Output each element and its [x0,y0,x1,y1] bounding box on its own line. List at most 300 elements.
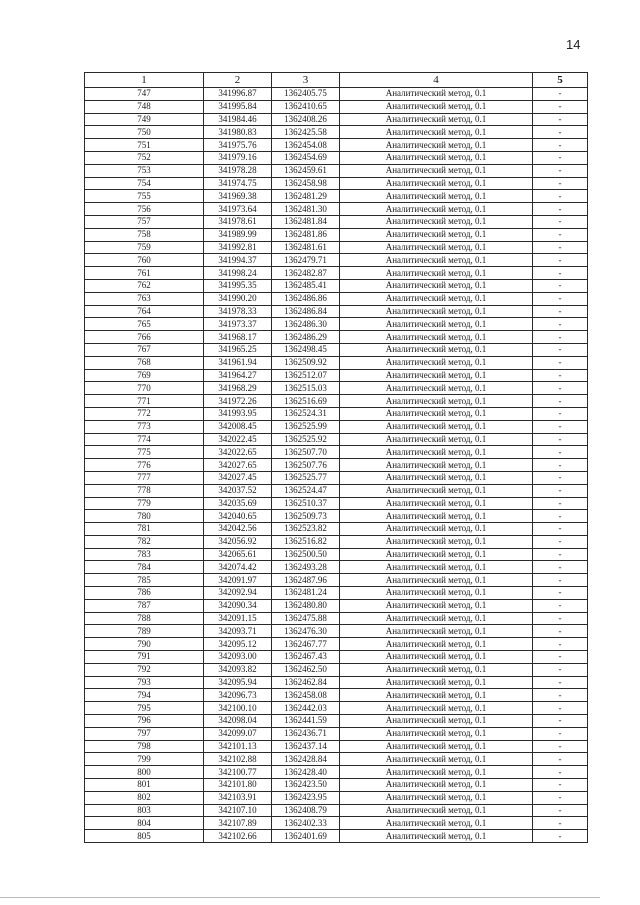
table-cell: 1362454.08 [272,139,340,152]
table-cell: 341995.84 [204,100,272,113]
page-bottom-line [0,897,600,898]
table-row [85,139,588,152]
table-cell: 342099.07 [204,727,272,740]
table-row [85,88,588,101]
table-cell: Аналитический метод, 0.1 [340,446,533,459]
table-cell: - [533,292,588,305]
table-row [85,587,588,600]
table-cell: Аналитический метод, 0.1 [340,663,533,676]
table-cell: Аналитический метод, 0.1 [340,215,533,228]
table-cell: - [533,331,588,344]
table-cell: 342096.73 [204,689,272,702]
table-cell: Аналитический метод, 0.1 [340,612,533,625]
table-row [85,651,588,664]
table-cell: 342101.80 [204,779,272,792]
table-cell: 1362479.71 [272,254,340,267]
table-cell: 791 [85,651,204,664]
table-cell: 780 [85,510,204,523]
table-cell: Аналитический метод, 0.1 [340,651,533,664]
table-row [85,471,588,484]
table-cell: 1362516.82 [272,535,340,548]
table-cell: 768 [85,356,204,369]
table-cell: 1362482.87 [272,267,340,280]
table-cell: - [533,369,588,382]
table-cell: 342040.65 [204,510,272,523]
table-cell: Аналитический метод, 0.1 [340,791,533,804]
table-cell: 790 [85,638,204,651]
table-cell: 1362467.43 [272,651,340,664]
table-cell: 342093.82 [204,663,272,676]
table-cell: 771 [85,395,204,408]
table-cell: 342074.42 [204,561,272,574]
table-cell: 787 [85,599,204,612]
table-cell: 342103.91 [204,791,272,804]
table-cell: 342008.45 [204,420,272,433]
table-cell: - [533,177,588,190]
table-cell: 772 [85,407,204,420]
table-cell: - [533,471,588,484]
table-cell: Аналитический метод, 0.1 [340,599,533,612]
table-cell: - [533,343,588,356]
coordinates-table [84,72,588,843]
table-cell: 342101.13 [204,740,272,753]
table-cell: Аналитический метод, 0.1 [340,574,533,587]
table-cell: 1362486.84 [272,305,340,318]
table-cell: Аналитический метод, 0.1 [340,497,533,510]
table-cell: - [533,420,588,433]
table-row [85,113,588,126]
table-cell: Аналитический метод, 0.1 [340,356,533,369]
table-cell: 1362481.29 [272,190,340,203]
table-cell: 1362486.29 [272,331,340,344]
table-row [85,267,588,280]
table-cell: Аналитический метод, 0.1 [340,676,533,689]
table-cell: 342092.94 [204,587,272,600]
table-cell: Аналитический метод, 0.1 [340,561,533,574]
table-cell: 1362525.77 [272,471,340,484]
table-cell: - [533,535,588,548]
table-cell: 783 [85,548,204,561]
table-row [85,395,588,408]
table-cell: 1362442.03 [272,702,340,715]
table-cell: 804 [85,817,204,830]
table-cell: 801 [85,779,204,792]
table-row [85,702,588,715]
table-cell: 805 [85,830,204,843]
table-cell: - [533,164,588,177]
table-cell: - [533,599,588,612]
table-cell: Аналитический метод, 0.1 [340,203,533,216]
table-cell: 1362458.98 [272,177,340,190]
table-row [85,420,588,433]
table-cell: Аналитический метод, 0.1 [340,228,533,241]
table-cell: 342022.65 [204,446,272,459]
table-cell: 786 [85,587,204,600]
table-cell: 748 [85,100,204,113]
table-cell: 1362475.88 [272,612,340,625]
table-cell: 750 [85,126,204,139]
column-header: 2 [204,73,272,88]
table-cell: 342042.56 [204,523,272,536]
table-cell: Аналитический метод, 0.1 [340,126,533,139]
table-cell: - [533,139,588,152]
table-cell: - [533,766,588,779]
table-cell: 760 [85,254,204,267]
table-cell: 1362507.70 [272,446,340,459]
table-cell: Аналитический метод, 0.1 [340,548,533,561]
table-cell: 1362441.59 [272,715,340,728]
table-cell: 341978.33 [204,305,272,318]
table-cell: 1362516.69 [272,395,340,408]
table-row [85,727,588,740]
table-cell: 1362462.84 [272,676,340,689]
table-cell: 1362512.07 [272,369,340,382]
table-cell: 1362487.96 [272,574,340,587]
table-cell: - [533,446,588,459]
table-row [85,228,588,241]
table-cell: 797 [85,727,204,740]
table-cell: Аналитический метод, 0.1 [340,318,533,331]
table-cell: - [533,612,588,625]
table-cell: 785 [85,574,204,587]
table-cell: - [533,561,588,574]
table-cell: Аналитический метод, 0.1 [340,779,533,792]
table-cell: - [533,676,588,689]
table-cell: Аналитический метод, 0.1 [340,727,533,740]
table-cell: - [533,497,588,510]
table-cell: 1362459.61 [272,164,340,177]
table-cell: - [533,267,588,280]
table-cell: 342091.97 [204,574,272,587]
table-cell: 1362408.26 [272,113,340,126]
table-row [85,382,588,395]
table-row [85,612,588,625]
table-cell: 342095.94 [204,676,272,689]
table-row [85,625,588,638]
table-cell: 765 [85,318,204,331]
table-row [85,510,588,523]
table-cell: 1362523.82 [272,523,340,536]
table-cell: 753 [85,164,204,177]
table-cell: Аналитический метод, 0.1 [340,292,533,305]
table-row [85,203,588,216]
table-cell: Аналитический метод, 0.1 [340,177,533,190]
table-cell: Аналитический метод, 0.1 [340,254,533,267]
table-cell: 747 [85,88,204,101]
table-cell: 751 [85,139,204,152]
page-number: 14 [566,37,581,52]
table-cell: 774 [85,433,204,446]
table-cell: 342065.61 [204,548,272,561]
table-row [85,638,588,651]
table-cell: - [533,126,588,139]
table-cell: Аналитический метод, 0.1 [340,702,533,715]
table-cell: Аналитический метод, 0.1 [340,740,533,753]
table-cell: Аналитический метод, 0.1 [340,279,533,292]
table-cell: - [533,715,588,728]
table-cell: Аналитический метод, 0.1 [340,420,533,433]
table-cell: 342056.92 [204,535,272,548]
table-row [85,356,588,369]
table-cell: Аналитический метод, 0.1 [340,369,533,382]
table-cell: - [533,215,588,228]
table-cell: Аналитический метод, 0.1 [340,830,533,843]
table-cell: 794 [85,689,204,702]
table-row [85,715,588,728]
table-cell: 341994.37 [204,254,272,267]
table-cell: 767 [85,343,204,356]
table-row [85,548,588,561]
table-cell: - [533,241,588,254]
table-cell: 763 [85,292,204,305]
column-header: 4 [340,73,533,88]
table-cell: 1362436.71 [272,727,340,740]
table-cell: - [533,804,588,817]
table-cell: 784 [85,561,204,574]
table-row [85,292,588,305]
table-cell: - [533,279,588,292]
table-cell: 341969.38 [204,190,272,203]
table-row [85,676,588,689]
table-cell: 792 [85,663,204,676]
table-cell: Аналитический метод, 0.1 [340,100,533,113]
table-cell: Аналитический метод, 0.1 [340,88,533,101]
table-cell: 342091.15 [204,612,272,625]
table-cell: - [533,817,588,830]
table-cell: Аналитический метод, 0.1 [340,190,533,203]
table-cell: 796 [85,715,204,728]
table-row [85,574,588,587]
table-cell: 1362425.58 [272,126,340,139]
table-cell: - [533,779,588,792]
table-cell: 342093.00 [204,651,272,664]
table-cell: Аналитический метод, 0.1 [340,535,533,548]
table-row [85,484,588,497]
table-cell: Аналитический метод, 0.1 [340,433,533,446]
table-cell: Аналитический метод, 0.1 [340,766,533,779]
table-cell: 1362500.50 [272,548,340,561]
table-cell: 1362428.40 [272,766,340,779]
table-row [85,241,588,254]
table-cell: 770 [85,382,204,395]
table-cell: 1362515.03 [272,382,340,395]
table-cell: Аналитический метод, 0.1 [340,484,533,497]
table-cell: 342095.12 [204,638,272,651]
table-cell: - [533,459,588,472]
table-cell: - [533,190,588,203]
table-cell: - [533,702,588,715]
table-cell: - [533,305,588,318]
table-cell: 788 [85,612,204,625]
table-cell: 1362481.86 [272,228,340,241]
table-cell: 1362408.79 [272,804,340,817]
table-cell: Аналитический метод, 0.1 [340,331,533,344]
table-cell: - [533,318,588,331]
table-row [85,599,588,612]
table-row [85,804,588,817]
table-cell: 341975.76 [204,139,272,152]
table-row [85,817,588,830]
table-header-row [85,73,588,88]
table-cell: Аналитический метод, 0.1 [340,395,533,408]
table-cell: 1362481.30 [272,203,340,216]
table-cell: 341980.83 [204,126,272,139]
table-cell: - [533,356,588,369]
table-row [85,561,588,574]
table-cell: Аналитический метод, 0.1 [340,689,533,702]
table-cell: 769 [85,369,204,382]
table-cell: 798 [85,740,204,753]
table-cell: - [533,254,588,267]
table-cell: - [533,638,588,651]
table-cell: 1362481.24 [272,587,340,600]
table-row [85,523,588,536]
table-cell: 1362486.30 [272,318,340,331]
table-cell: 1362524.47 [272,484,340,497]
table-cell: Аналитический метод, 0.1 [340,817,533,830]
table-cell: 341961.94 [204,356,272,369]
table-cell: 1362486.86 [272,292,340,305]
table-cell: Аналитический метод, 0.1 [340,459,533,472]
table-cell: 752 [85,151,204,164]
table-cell: 342037.52 [204,484,272,497]
table-cell: 1362467.77 [272,638,340,651]
table-cell: 1362402.33 [272,817,340,830]
table-cell: - [533,830,588,843]
table-cell: 1362481.61 [272,241,340,254]
table-cell: 341998.24 [204,267,272,280]
table-row [85,343,588,356]
table-cell: 1362401.69 [272,830,340,843]
table-cell: 1362525.92 [272,433,340,446]
table-cell: Аналитический метод, 0.1 [340,382,533,395]
table-row [85,459,588,472]
table-cell: 341984.46 [204,113,272,126]
table-cell: 342102.88 [204,753,272,766]
table-cell: - [533,689,588,702]
table-cell: Аналитический метод, 0.1 [340,523,533,536]
table-cell: - [533,433,588,446]
table-cell: - [533,727,588,740]
table-row [85,305,588,318]
table-row [85,190,588,203]
table-row [85,369,588,382]
table-cell: 773 [85,420,204,433]
table-cell: - [533,587,588,600]
table-row [85,151,588,164]
table-cell: 1362428.84 [272,753,340,766]
table-cell: 793 [85,676,204,689]
table-cell: 1362509.73 [272,510,340,523]
table-cell: 1362509.92 [272,356,340,369]
table-cell: - [533,663,588,676]
table-cell: 762 [85,279,204,292]
table-row [85,766,588,779]
table-cell: 342090.34 [204,599,272,612]
table-row [85,407,588,420]
table-cell: 1362480.80 [272,599,340,612]
table-cell: Аналитический метод, 0.1 [340,343,533,356]
table-cell: 341968.29 [204,382,272,395]
table-cell: 758 [85,228,204,241]
table-cell: - [533,791,588,804]
table-cell: 342035.69 [204,497,272,510]
table-cell: 342100.10 [204,702,272,715]
table-cell: 341978.28 [204,164,272,177]
table-cell: 341968.17 [204,331,272,344]
table-cell: Аналитический метод, 0.1 [340,164,533,177]
table-cell: 1362498.45 [272,343,340,356]
table-cell: - [533,625,588,638]
table-cell: Аналитический метод, 0.1 [340,151,533,164]
table-cell: 342027.45 [204,471,272,484]
table-cell: 766 [85,331,204,344]
table-cell: 802 [85,791,204,804]
table-body [85,88,588,843]
table-cell: - [533,651,588,664]
table-cell: 1362423.50 [272,779,340,792]
table-cell: 757 [85,215,204,228]
table-cell: Аналитический метод, 0.1 [340,139,533,152]
table-cell: 341973.64 [204,203,272,216]
column-header: 5 [533,73,588,88]
table-cell: - [533,88,588,101]
table-row [85,663,588,676]
table-cell: 1362525.99 [272,420,340,433]
table-cell: 803 [85,804,204,817]
table-cell: Аналитический метод, 0.1 [340,305,533,318]
table-cell: 342093.71 [204,625,272,638]
table-cell: 1362405.75 [272,88,340,101]
table-row [85,100,588,113]
table-cell: 1362462.50 [272,663,340,676]
table-cell: - [533,510,588,523]
table-cell: 341978.61 [204,215,272,228]
table-cell: - [533,382,588,395]
table-cell: 341992.81 [204,241,272,254]
table-cell: 342098.04 [204,715,272,728]
table-cell: 756 [85,203,204,216]
table-cell: 1362476.30 [272,625,340,638]
table-cell: Аналитический метод, 0.1 [340,638,533,651]
table-cell: 776 [85,459,204,472]
table-row [85,830,588,843]
table-cell: Аналитический метод, 0.1 [340,113,533,126]
table-cell: Аналитический метод, 0.1 [340,510,533,523]
table-cell: 341965.25 [204,343,272,356]
table-cell: 1362454.69 [272,151,340,164]
table-cell: 761 [85,267,204,280]
table-cell: 782 [85,535,204,548]
table-cell: - [533,203,588,216]
column-header: 1 [85,73,204,88]
table-cell: 1362510.37 [272,497,340,510]
table-cell: Аналитический метод, 0.1 [340,625,533,638]
table-cell: 341973.37 [204,318,272,331]
table-cell: 341993.95 [204,407,272,420]
table-cell: 342107.10 [204,804,272,817]
table-cell: 341995.35 [204,279,272,292]
table-cell: 1362493.28 [272,561,340,574]
table-cell: 342102.66 [204,830,272,843]
table-cell: 795 [85,702,204,715]
table-cell: - [533,574,588,587]
table-cell: 799 [85,753,204,766]
table-cell: 341974.75 [204,177,272,190]
table-cell: - [533,395,588,408]
table-row [85,279,588,292]
table-row [85,254,588,267]
